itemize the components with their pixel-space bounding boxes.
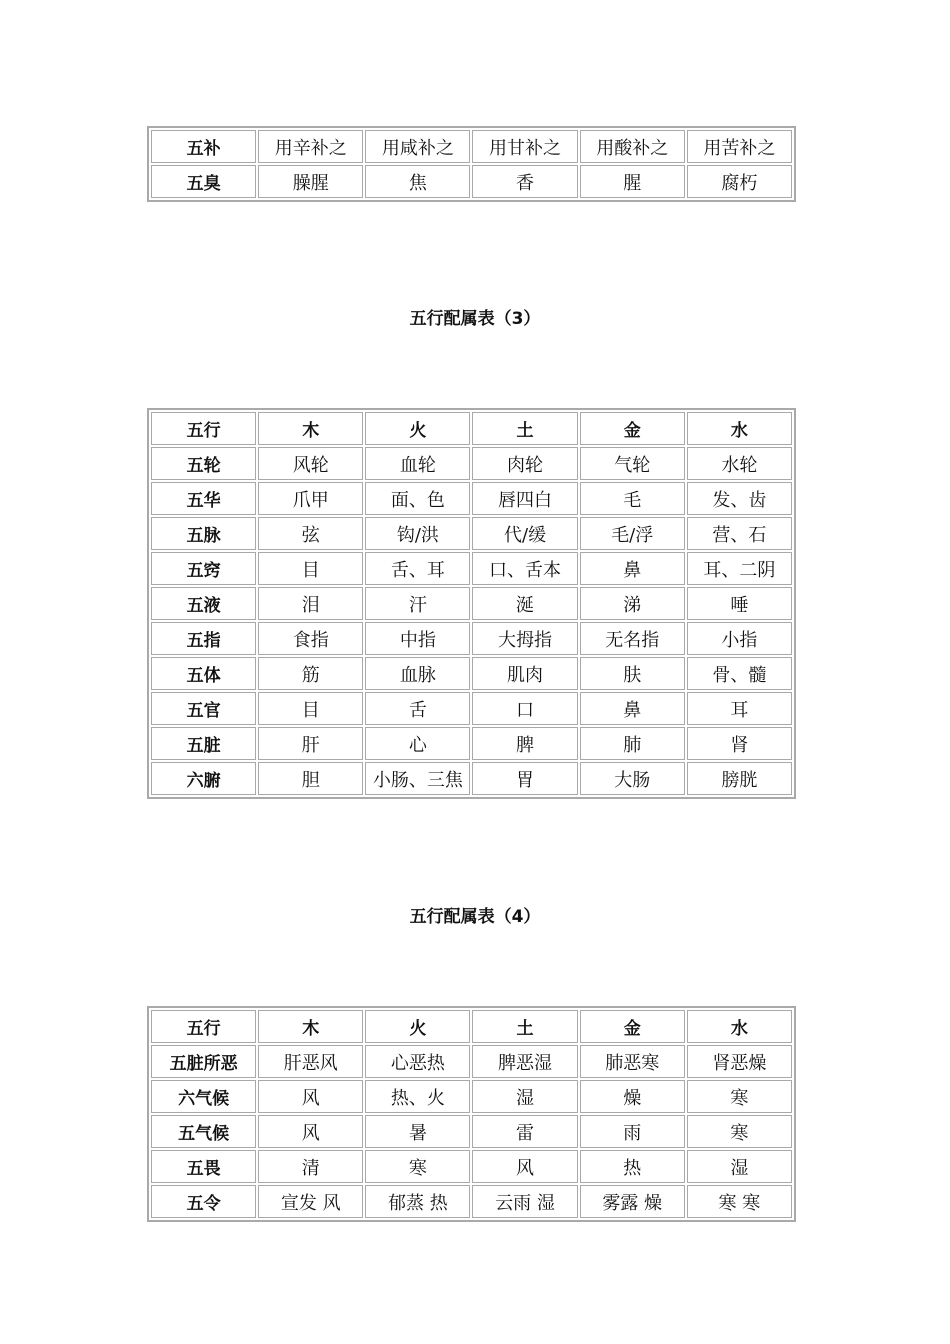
table-cell: 心 (365, 727, 470, 760)
table-cell: 肝恶风 (258, 1045, 363, 1078)
column-header: 水 (687, 412, 792, 445)
table-cell: 宣发 风 (258, 1185, 363, 1218)
table-cell: 香 (472, 165, 577, 198)
table-row (151, 517, 792, 550)
table-body (151, 412, 792, 795)
table-cell: 泪 (258, 587, 363, 620)
table-cell: 用酸补之 (580, 130, 685, 163)
table-cell: 食指 (258, 622, 363, 655)
row-header: 五畏 (151, 1150, 256, 1183)
column-header: 五行 (151, 412, 256, 445)
table-cell: 肾恶燥 (687, 1045, 792, 1078)
column-header: 水 (687, 1010, 792, 1043)
row-header: 五体 (151, 657, 256, 690)
table-cell: 风轮 (258, 447, 363, 480)
row-header: 五指 (151, 622, 256, 655)
table-cell: 用辛补之 (258, 130, 363, 163)
table-body (151, 1010, 792, 1218)
row-header: 五脏所恶 (151, 1045, 256, 1078)
table-partial-top (147, 126, 796, 202)
table-row (151, 657, 792, 690)
table-row (151, 762, 792, 795)
table-cell: 腐朽 (687, 165, 792, 198)
table-cell: 风 (472, 1150, 577, 1183)
column-header: 火 (365, 1010, 470, 1043)
table-wuxing-3 (147, 408, 796, 799)
table-cell: 热 (580, 1150, 685, 1183)
table-cell: 寒 (687, 1080, 792, 1113)
table-cell: 焦 (365, 165, 470, 198)
table-cell: 心恶热 (365, 1045, 470, 1078)
table-cell: 小指 (687, 622, 792, 655)
table-row (151, 552, 792, 585)
table-cell: 肉轮 (472, 447, 577, 480)
table-cell: 燥 (580, 1080, 685, 1113)
table-cell: 毛/浮 (580, 517, 685, 550)
table-cell: 肝 (258, 727, 363, 760)
row-header: 五液 (151, 587, 256, 620)
column-header: 金 (580, 1010, 685, 1043)
table-cell: 耳 (687, 692, 792, 725)
table-cell: 目 (258, 552, 363, 585)
table-cell: 目 (258, 692, 363, 725)
column-header: 木 (258, 1010, 363, 1043)
table-cell: 雷 (472, 1115, 577, 1148)
table-row (151, 1185, 792, 1218)
row-header: 六腑 (151, 762, 256, 795)
table-row (151, 1150, 792, 1183)
table-row (151, 1080, 792, 1113)
table-cell: 发、齿 (687, 482, 792, 515)
table-cell: 涎 (472, 587, 577, 620)
table-cell: 筋 (258, 657, 363, 690)
table-cell: 寒 寒 (687, 1185, 792, 1218)
row-header: 五令 (151, 1185, 256, 1218)
table-row (151, 447, 792, 480)
table4-title: 五行配属表（4） (409, 907, 541, 927)
table-cell: 肤 (580, 657, 685, 690)
row-header: 五补 (151, 130, 256, 163)
row-header: 五脏 (151, 727, 256, 760)
table-cell: 臊腥 (258, 165, 363, 198)
table-cell: 耳、二阴 (687, 552, 792, 585)
table-cell: 营、石 (687, 517, 792, 550)
table-cell: 清 (258, 1150, 363, 1183)
table-cell: 无名指 (580, 622, 685, 655)
table-cell: 唾 (687, 587, 792, 620)
table3-title: 五行配属表（3） (409, 309, 541, 329)
table-cell: 唇四白 (472, 482, 577, 515)
table-cell: 口 (472, 692, 577, 725)
table-cell: 胆 (258, 762, 363, 795)
row-header: 五窍 (151, 552, 256, 585)
table-body (151, 130, 792, 198)
table-cell: 肌肉 (472, 657, 577, 690)
table-cell: 大拇指 (472, 622, 577, 655)
table-cell: 涕 (580, 587, 685, 620)
table-cell: 雨 (580, 1115, 685, 1148)
table-wuxing-4 (147, 1006, 796, 1222)
table-cell: 肺恶寒 (580, 1045, 685, 1078)
column-header: 金 (580, 412, 685, 445)
table-cell: 膀胱 (687, 762, 792, 795)
table-cell: 胃 (472, 762, 577, 795)
column-header: 木 (258, 412, 363, 445)
table-cell: 用甘补之 (472, 130, 577, 163)
table-cell: 气轮 (580, 447, 685, 480)
table-row (151, 482, 792, 515)
table-cell: 腥 (580, 165, 685, 198)
table-cell: 弦 (258, 517, 363, 550)
table-cell: 舌 (365, 692, 470, 725)
column-header: 火 (365, 412, 470, 445)
table-cell: 血脉 (365, 657, 470, 690)
table-row (151, 727, 792, 760)
row-header: 五华 (151, 482, 256, 515)
table-cell: 湿 (472, 1080, 577, 1113)
table-cell: 雾露 燥 (580, 1185, 685, 1218)
table-cell: 口、舌本 (472, 552, 577, 585)
table-cell: 小肠、三焦 (365, 762, 470, 795)
column-header: 五行 (151, 1010, 256, 1043)
table-cell: 风 (258, 1080, 363, 1113)
table-cell: 肺 (580, 727, 685, 760)
row-header: 五气候 (151, 1115, 256, 1148)
table-row (151, 587, 792, 620)
table-header-row (151, 412, 792, 445)
row-header: 五官 (151, 692, 256, 725)
table-cell: 舌、耳 (365, 552, 470, 585)
table-cell: 湿 (687, 1150, 792, 1183)
column-header: 土 (472, 1010, 577, 1043)
table-cell: 用咸补之 (365, 130, 470, 163)
table-cell: 肾 (687, 727, 792, 760)
table-row (151, 130, 792, 163)
table-cell: 鼻 (580, 692, 685, 725)
table-cell: 爪甲 (258, 482, 363, 515)
table-cell: 汗 (365, 587, 470, 620)
row-header: 五轮 (151, 447, 256, 480)
table-row (151, 622, 792, 655)
table-cell: 血轮 (365, 447, 470, 480)
table-cell: 毛 (580, 482, 685, 515)
table-cell: 水轮 (687, 447, 792, 480)
table-row (151, 165, 792, 198)
table-cell: 代/缓 (472, 517, 577, 550)
table-cell: 寒 (365, 1150, 470, 1183)
table-cell: 骨、髓 (687, 657, 792, 690)
table-row (151, 692, 792, 725)
table-cell: 面、色 (365, 482, 470, 515)
table-row (151, 1045, 792, 1078)
table-cell: 大肠 (580, 762, 685, 795)
table-cell: 郁蒸 热 (365, 1185, 470, 1218)
table-cell: 用苦补之 (687, 130, 792, 163)
table-cell: 脾 (472, 727, 577, 760)
table-cell: 脾恶湿 (472, 1045, 577, 1078)
table-cell: 热、火 (365, 1080, 470, 1113)
row-header: 五臭 (151, 165, 256, 198)
table-row (151, 1115, 792, 1148)
table-cell: 鼻 (580, 552, 685, 585)
row-header: 六气候 (151, 1080, 256, 1113)
table-cell: 暑 (365, 1115, 470, 1148)
table-header-row (151, 1010, 792, 1043)
row-header: 五脉 (151, 517, 256, 550)
table-cell: 风 (258, 1115, 363, 1148)
table-cell: 钩/洪 (365, 517, 470, 550)
table-cell: 寒 (687, 1115, 792, 1148)
table-cell: 中指 (365, 622, 470, 655)
table-cell: 云雨 湿 (472, 1185, 577, 1218)
column-header: 土 (472, 412, 577, 445)
